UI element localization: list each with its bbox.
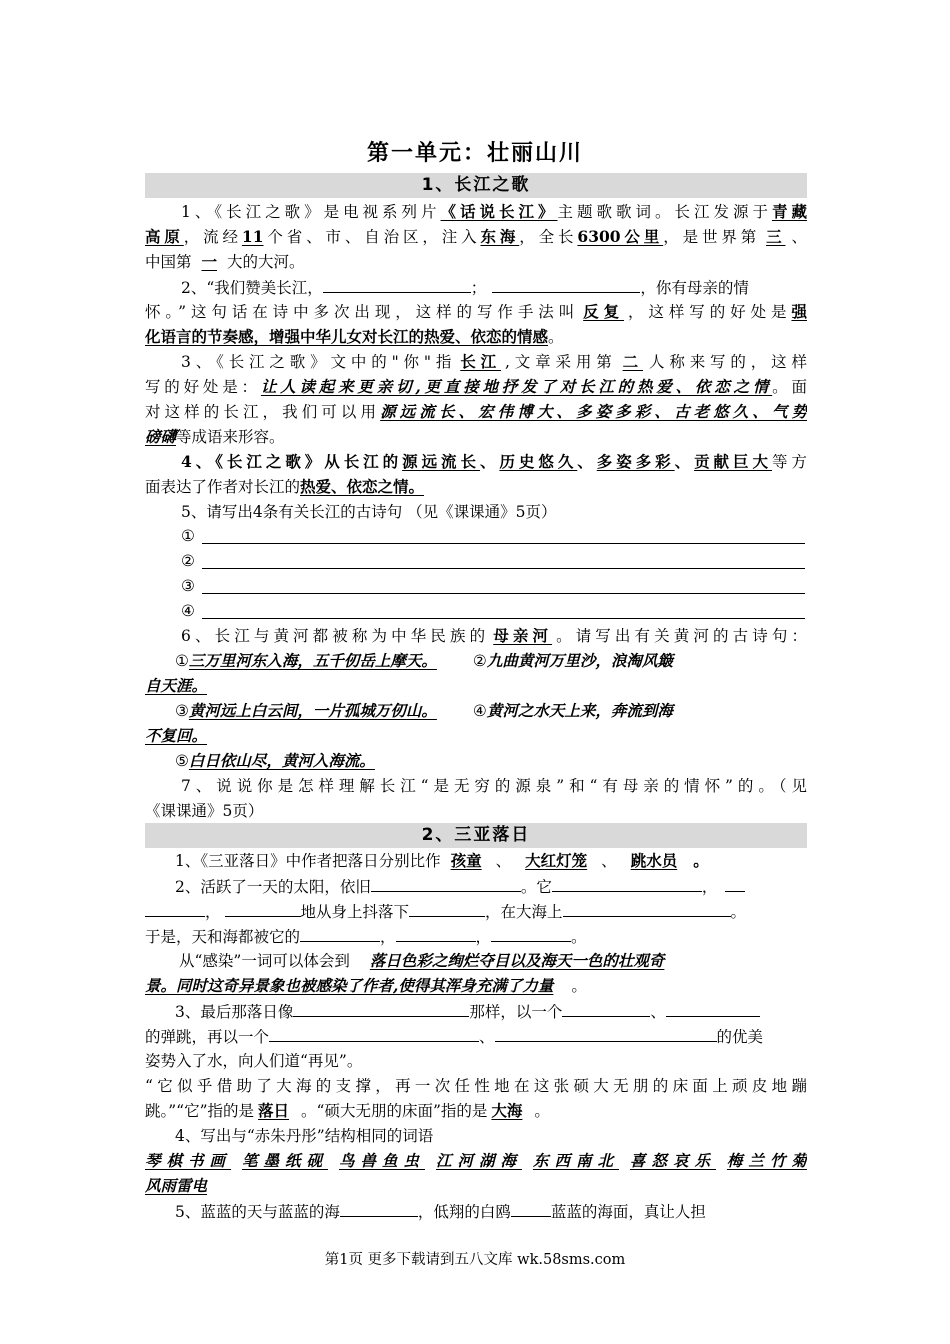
q5-marker-3: ③ — [181, 577, 195, 595]
answer: 母亲河 — [493, 626, 553, 645]
answer: 化语言的节奏感，增强中华儿女对长江的热爱、依恋的情感 — [145, 327, 549, 346]
text: 、 — [601, 852, 617, 870]
text: 等成语来形容。 — [176, 428, 285, 446]
q3-line3 — [145, 400, 807, 424]
text: 从“感染”一词可以体会到 — [179, 952, 350, 970]
marker: ④ — [472, 702, 487, 720]
text: ，在大海上 — [485, 903, 563, 921]
text: 2、“我们赞美长江， — [181, 279, 323, 297]
text: ； — [470, 279, 487, 297]
blank — [725, 874, 745, 892]
s2-q3-line4: “它似乎借助了大海的支撑，再一次任性地在这张硕大无朋的床面上顽皮地蹦 — [145, 1077, 807, 1095]
text: 。 — [693, 851, 709, 870]
q5-prompt: 5、请写出4条有关长江的古诗句 （见《课课通》5页） — [181, 503, 557, 521]
answer: 大海 — [491, 1101, 523, 1120]
text: 人称来写的，这样 — [648, 353, 807, 371]
s2-q4-words-cont — [145, 1174, 807, 1198]
text: 3、最后那落日像 — [175, 1003, 294, 1021]
text: 、 — [495, 852, 512, 870]
text: 大的大河。 — [227, 253, 305, 271]
blank — [409, 899, 485, 917]
answer-line — [202, 593, 805, 594]
text: 地从身上抖落下 — [300, 903, 410, 921]
answer: 贡献巨大 — [694, 452, 772, 471]
text: 、 — [650, 1003, 666, 1021]
page-title: 第一单元：壮丽山川 — [366, 141, 583, 166]
answer: 孩童 — [450, 851, 482, 870]
text: ，流经 — [183, 228, 242, 246]
q1-line3 — [145, 250, 807, 274]
text: ，全长 — [519, 228, 578, 246]
text: ，你有母亲的情 — [640, 279, 749, 297]
text: 于是，天和海都被它的 — [145, 928, 301, 946]
text: 、 — [479, 1028, 495, 1046]
marker: ③ — [175, 702, 189, 720]
text: 、 — [791, 228, 807, 246]
text: 、 — [479, 452, 500, 471]
answer: 长江 — [460, 352, 501, 371]
answer-word: 喜怒哀乐 — [629, 1151, 716, 1170]
text: 蓝蓝的海面，真让人担 — [550, 1203, 706, 1221]
s2-q4-words — [145, 1149, 807, 1173]
text: 对这样的长江，我们可以用 — [145, 403, 381, 421]
answer: 二 — [622, 352, 643, 371]
blank — [300, 924, 380, 942]
answer: 《话说长江》 — [440, 202, 558, 221]
answer: 大红灯笼 — [525, 851, 588, 870]
text: 怀。”这句话在诗中多次出现，这样的写作手法叫 — [145, 303, 580, 321]
s2-q2-line4 — [145, 949, 807, 973]
blank — [396, 924, 476, 942]
q6-poem-line-3 — [145, 699, 807, 723]
answer: 东海 — [480, 227, 520, 246]
answer: 落日色彩之绚烂夺目以及海天一色的壮观奇 — [369, 951, 665, 970]
text: ， — [701, 878, 718, 896]
q6-line1 — [145, 624, 807, 648]
blank — [491, 924, 571, 942]
s2-q5-line — [145, 1199, 807, 1223]
text: ，这样写的好处是 — [628, 303, 792, 321]
s2-q1-line — [145, 849, 807, 873]
answer-line — [202, 543, 805, 544]
blank — [492, 275, 640, 293]
answer: 6300公里 — [577, 227, 664, 246]
blank — [269, 1024, 479, 1042]
answer-line — [202, 568, 805, 569]
s2-q3-line3: 姿势入了水，向人们道“再见”。 — [145, 1052, 363, 1070]
s2-q2-line2 — [145, 899, 807, 923]
q6-poem-line-5 — [145, 749, 807, 773]
answer: 跳水员 — [630, 851, 678, 870]
answer: 不复回。 — [145, 726, 208, 745]
blank — [340, 1199, 418, 1217]
answer: 11 — [241, 227, 264, 246]
q5-marker-1: ① — [181, 527, 195, 545]
text: 写的好处是： — [145, 378, 261, 396]
s2-q3-line1 — [145, 999, 807, 1023]
text: 等方 — [771, 453, 807, 471]
answer: 多姿多彩 — [596, 452, 675, 471]
text: ，是世界第 — [663, 228, 761, 246]
answer: 源远流长 — [402, 452, 480, 471]
answer-word: 鸟兽鱼虫 — [338, 1151, 426, 1170]
text: 2、活跃了一天的太阳，依旧 — [175, 878, 371, 896]
answer-word: 江河湖海 — [435, 1151, 522, 1170]
blank — [562, 999, 650, 1017]
marker: ② — [472, 652, 487, 670]
answer: 一 — [201, 252, 218, 271]
answer: 白日依山尽，黄河入海流。 — [188, 751, 375, 770]
answer: 三万里河东入海，五千仞岳上摩天。 — [188, 651, 437, 670]
blank — [666, 999, 760, 1017]
answer-word: 笔墨纸砚 — [241, 1151, 329, 1170]
text: ,文章采用第 — [505, 353, 617, 371]
blank — [371, 874, 521, 892]
text: 面表达了作者对长江的 — [145, 478, 301, 496]
text: 5、蓝蓝的天与蓝蓝的海 — [175, 1203, 340, 1221]
blank — [495, 1024, 717, 1042]
s2-q2-line5 — [145, 974, 807, 998]
text: 6、长江与黄河都被称为中华民族的 — [181, 627, 490, 645]
q6-poem-line-4 — [145, 724, 807, 748]
q2-line2 — [145, 300, 807, 324]
answer-line — [202, 618, 805, 619]
answer: 源远流长、宏伟博大、多姿多彩、古老悠久、气势 — [380, 402, 807, 421]
q6-poem-line-1 — [145, 649, 807, 673]
q1-line2 — [145, 225, 807, 249]
q2-line3 — [145, 325, 807, 349]
text: 那样，以一个 — [469, 1003, 563, 1021]
text: 主题歌歌词。长江发源于 — [557, 203, 772, 221]
text: 、 — [674, 452, 695, 471]
section-header-changjiang: 1、长江之歌 — [145, 173, 807, 198]
q5-marker-4: ④ — [181, 602, 195, 620]
blank — [511, 1199, 551, 1217]
q7-line1: 7、说说你是怎样理解长江“是无穷的源泉”和“有母亲的情怀”的。（见 — [181, 777, 807, 795]
answer: 反复 — [583, 302, 625, 321]
blank — [225, 899, 301, 917]
q7-line2: 《课课通》5页） — [145, 802, 264, 820]
text: 、 — [577, 452, 597, 471]
text: 1、《三亚落日》中作者把落日分别比作 — [175, 852, 441, 870]
answer: 让人读起来更亲切,更直接地抒发了对长江的热爱、依恋之情 — [260, 377, 773, 396]
answer-word: 梅兰竹菊 — [726, 1151, 807, 1170]
answer: 历史悠久 — [499, 452, 578, 471]
text: 4、《长江之歌》从长江的 — [181, 452, 403, 471]
text: 。它 — [520, 878, 552, 896]
answer: 落日 — [258, 1101, 290, 1120]
blank — [323, 275, 471, 293]
text: 。“硕大无朋的床面”指的是 — [301, 1102, 488, 1120]
s2-q3-line5 — [145, 1099, 807, 1123]
marker: ⑤ — [175, 752, 189, 770]
text: 。请写出有关黄河的古诗句： — [556, 627, 807, 645]
text: 3、《长江之歌》文中的"你"指 — [181, 353, 457, 371]
text: ， — [380, 928, 396, 946]
text: 。 — [571, 928, 587, 946]
blank — [552, 874, 702, 892]
marker: ① — [175, 652, 189, 670]
answer: 三 — [766, 227, 786, 246]
q4-line1 — [145, 450, 807, 474]
text: 1、《长江之歌》是电视系列片 — [181, 203, 441, 221]
q6-poem-line-2 — [145, 674, 807, 698]
text: 的弹跳，再以一个 — [145, 1028, 270, 1046]
text: 个省、市、自治区，注入 — [263, 228, 481, 246]
s2-q2-line1 — [145, 874, 807, 898]
text: ， — [205, 903, 221, 921]
page-footer: 第1页 更多下载请到五八文库 wk.58sms.com — [324, 1252, 626, 1268]
text: 。 — [548, 328, 564, 346]
q1-line1 — [145, 200, 807, 224]
blank — [145, 899, 205, 917]
q2-line1 — [145, 275, 807, 299]
answer-word: 风雨雷电 — [145, 1176, 208, 1195]
s2-q4-prompt: 4、写出与“赤朱丹彤”结构相同的词语 — [175, 1127, 434, 1145]
answer: 磅礴 — [145, 427, 177, 446]
section-header-sanya: 2、三亚落日 — [145, 823, 807, 848]
answer: 青藏 — [771, 202, 807, 221]
text: ， — [475, 928, 492, 946]
blank — [563, 899, 731, 917]
text: 中国第 — [145, 253, 192, 271]
answer: 景。同时这奇异景象也被感染了作者,使得其浑身充满了力量 — [145, 976, 554, 995]
answer: 自天涯。 — [145, 676, 208, 695]
q5-marker-2: ② — [181, 552, 195, 570]
s2-q2-line3 — [145, 924, 807, 948]
s2-q3-line2 — [145, 1024, 807, 1048]
q3-line1 — [145, 350, 807, 374]
answer-word: 琴棋书画 — [145, 1151, 232, 1170]
answer: 黄河远上白云间，一片孤城万仞山。 — [188, 701, 437, 720]
answer: 黄河之水天上来，奔流到海 — [486, 701, 673, 720]
blank — [293, 999, 469, 1017]
text: 。 — [534, 1102, 550, 1120]
text: 。 — [730, 903, 747, 921]
answer: 九曲黄河万里沙，浪淘风簸 — [486, 651, 673, 670]
answer: 强 — [791, 302, 807, 321]
q3-line4 — [145, 425, 807, 449]
answer: 高原 — [145, 227, 184, 246]
answer: 热爱、依恋之情。 — [300, 477, 425, 496]
text: 跳。”“它”指的是 — [145, 1102, 255, 1120]
q3-line2 — [145, 375, 807, 399]
text: 。 — [571, 977, 587, 995]
answer-word: 东西南北 — [532, 1151, 619, 1170]
text: 的优美 — [716, 1028, 764, 1046]
q4-line2 — [145, 475, 807, 499]
text: 。面 — [772, 378, 807, 396]
text: ，低翔的白鸥 — [417, 1203, 511, 1221]
